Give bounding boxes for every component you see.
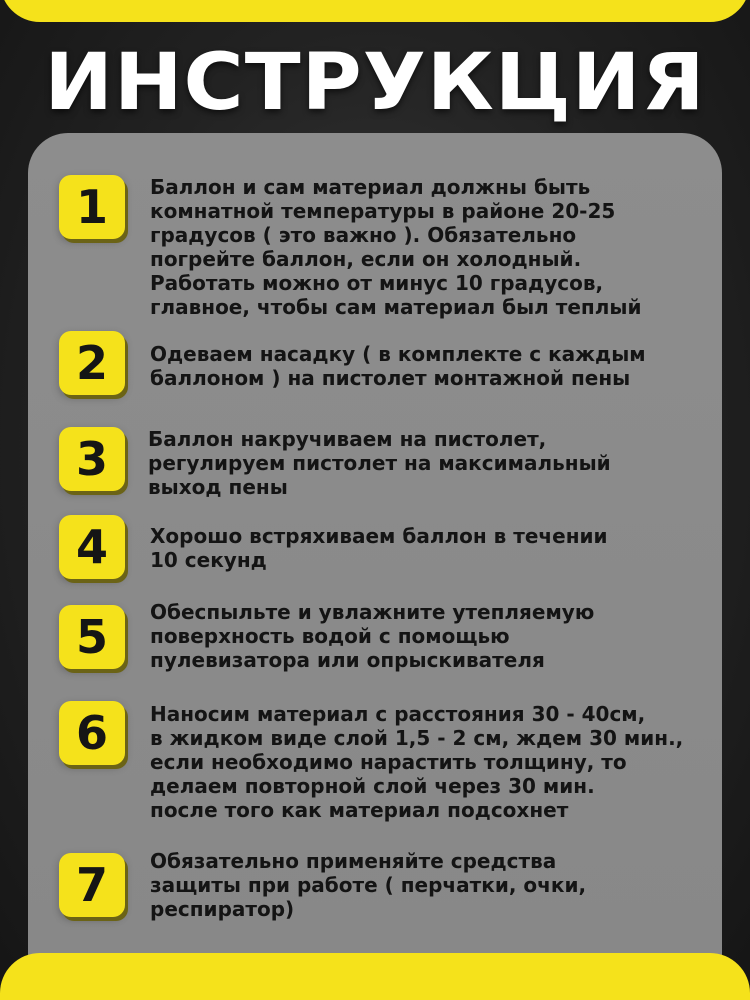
- step-text: Обеспыльте и увлажните утепляемую поверхность водой с помощью пулевизатора или опрыскивателя: [150, 600, 595, 672]
- step-text: Обязательно применяйте средства защиты при работе ( перчатки, очки, респиратор): [150, 849, 587, 921]
- step-number-badge: 2: [59, 331, 125, 395]
- page-title: ИНСТРУКЦИЯ: [44, 38, 706, 128]
- step-text: Хорошо встряхиваем баллон в течении 10 секунд: [150, 524, 608, 572]
- top-accent-bar: [0, 0, 750, 22]
- step-number-badge: 7: [59, 853, 125, 917]
- step-text: Одеваем насадку ( в комплекте с каждым баллоном ) на пистолет монтажной пены: [150, 342, 646, 390]
- step-number-badge: 4: [59, 515, 125, 579]
- step-text: Баллон накручиваем на пистолет, регулируем пистолет на максимальный выход пены: [148, 427, 611, 499]
- step-number-badge: 1: [59, 175, 125, 239]
- step-number-badge: 6: [59, 701, 125, 765]
- instructions-panel: [28, 133, 722, 993]
- step-number-badge: 3: [59, 427, 125, 491]
- step-number-badge: 5: [59, 605, 125, 669]
- step-text: Наносим материал с расстояния 30 - 40см, в жидком виде слой 1,5 - 2 см, ждем 30 мин., если необходимо нарастить толщину, то делаем повторной слой через 30 мин. после того как материал подсохнет: [150, 702, 684, 822]
- bottom-accent-bar: [0, 953, 750, 1000]
- step-text: Баллон и сам материал должны быть комнатной температуры в районе 20-25 градусов ( это важно ). Обязательно погрейте баллон, если он холодный. Работать можно от минус 10 градусов, главное, чтобы сам материал был теплый: [150, 175, 642, 319]
